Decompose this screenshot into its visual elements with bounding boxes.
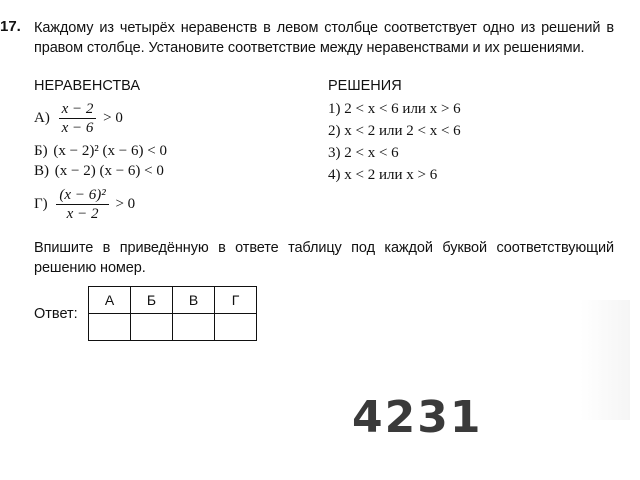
task-number: 17. (0, 18, 21, 35)
solutions-header: РЕШЕНИЯ (328, 78, 402, 94)
inequality-g-numerator: (x − 6)² (56, 186, 108, 205)
solution-item-2: 2) x < 2 или 2 < x < 6 (328, 123, 461, 139)
answer-input-row[interactable] (89, 314, 257, 341)
inequality-a-label: А) (34, 109, 50, 126)
answer-label: Ответ: (34, 306, 78, 322)
answer-col-v: В (173, 287, 215, 314)
inequality-a-denominator: x − 6 (61, 120, 94, 136)
inequality-g (34, 186, 135, 223)
inequality-g-rest: > 0 (115, 195, 136, 212)
instruction-text: Впишите в приведённую в ответе таблицу под каждой буквой соответствующий решению номер. (34, 240, 614, 276)
inequality-a-fraction (59, 100, 97, 137)
inequality-b-label: Б) (34, 143, 48, 159)
solution-answer: 4231 (352, 392, 483, 443)
inequality-g-label: Г) (34, 195, 48, 212)
answer-cell-g[interactable] (215, 314, 257, 341)
inequality-v (34, 163, 164, 180)
answer-col-b: Б (131, 287, 173, 314)
answer-cell-b[interactable] (131, 314, 173, 341)
answer-table (88, 286, 257, 341)
inequality-b (34, 143, 167, 160)
inequality-g-denominator: x − 2 (66, 206, 99, 222)
inequalities-header: НЕРАВЕНСТВА (34, 78, 141, 94)
inequality-a-numerator: x − 2 (59, 100, 97, 119)
answer-cell-a[interactable] (89, 314, 131, 341)
solution-item-3: 3) 2 < x < 6 (328, 145, 399, 161)
scan-shading (580, 300, 630, 420)
answer-col-a: А (89, 287, 131, 314)
solution-item-4: 4) x < 2 или x > 6 (328, 167, 438, 183)
inequality-g-fraction (56, 186, 108, 223)
inequality-b-expression: (x − 2)² (x − 6) < 0 (53, 143, 167, 159)
inequality-a-rest: > 0 (103, 109, 123, 126)
inequality-a (34, 100, 123, 137)
solution-item-1: 1) 2 < x < 6 или x > 6 (328, 101, 461, 117)
inequality-v-label: В) (34, 163, 49, 179)
task-text: Каждому из четырёх неравенств в левом столбце соответствует одно из решений в правом столбце. Установите соответствие между неравенствами и их решениями. (34, 20, 614, 56)
answer-cell-v[interactable] (173, 314, 215, 341)
answer-col-g: Г (215, 287, 257, 314)
answer-header-row (89, 287, 257, 314)
inequality-v-expression: (x − 2) (x − 6) < 0 (54, 163, 164, 179)
